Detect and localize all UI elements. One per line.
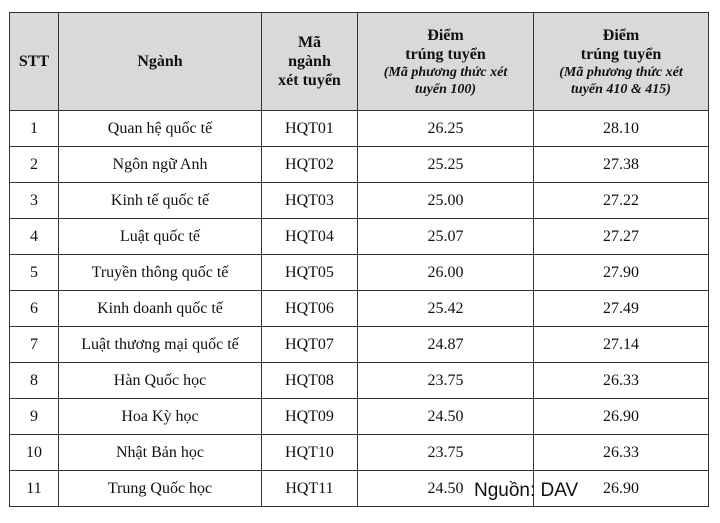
cell-ma-nganh: HQT08: [262, 363, 358, 399]
cell-stt: 7: [10, 327, 59, 363]
cell-ma-nganh: HQT07: [262, 327, 358, 363]
cell-diem-410-415: 27.90: [534, 255, 709, 291]
table-header-row: [10, 13, 709, 111]
cell-nganh: Truyền thông quốc tế: [59, 255, 262, 291]
header-ma-nganh: [262, 13, 358, 111]
cell-diem-100: 25.42: [358, 291, 534, 327]
cell-diem-100: 26.00: [358, 255, 534, 291]
cell-stt: 9: [10, 399, 59, 435]
cell-diem-410-415: 26.90: [534, 399, 709, 435]
cell-diem-410-415: 27.49: [534, 291, 709, 327]
header-diem-line: Điểm: [602, 26, 640, 44]
cell-diem-410-415: 27.14: [534, 327, 709, 363]
cell-stt: 3: [10, 183, 59, 219]
cell-stt: 6: [10, 291, 59, 327]
header-method-line: (Mã phương thức xét: [383, 64, 508, 80]
header-stt: STT: [10, 13, 59, 111]
cell-diem-100: 24.87: [358, 327, 534, 363]
cell-diem-100: 23.75: [358, 435, 534, 471]
header-diem-100: [358, 13, 534, 111]
table-row: [10, 219, 709, 255]
cell-diem-100: 23.75: [358, 363, 534, 399]
cell-stt: 10: [10, 435, 59, 471]
cell-diem-410-415: 28.10: [534, 111, 709, 147]
cell-nganh: Kinh tế quốc tế: [59, 183, 262, 219]
cell-nganh: Hàn Quốc học: [59, 363, 262, 399]
cell-nganh: Luật thương mại quốc tế: [59, 327, 262, 363]
cell-ma-nganh: HQT06: [262, 291, 358, 327]
cell-diem-100: 25.07: [358, 219, 534, 255]
cell-ma-nganh: HQT11: [262, 471, 358, 507]
table-row: [10, 435, 709, 471]
cell-stt: 2: [10, 147, 59, 183]
cell-ma-nganh: HQT10: [262, 435, 358, 471]
cell-diem-100: 25.00: [358, 183, 534, 219]
header-diem-line: trúng tuyển: [580, 45, 662, 63]
header-diem-line: trúng tuyển: [405, 45, 486, 63]
header-method-line: tuyển 100): [414, 81, 477, 97]
table-row: [10, 363, 709, 399]
header-method-line: (Mã phương thức xét: [559, 64, 683, 80]
cell-nganh: Luật quốc tế: [59, 219, 262, 255]
cell-nganh: Trung Quốc học: [59, 471, 262, 507]
cell-nganh: Kinh doanh quốc tế: [59, 291, 262, 327]
cell-diem-410-415: 26.33: [534, 435, 709, 471]
cell-stt: 4: [10, 219, 59, 255]
table-row: [10, 399, 709, 435]
cell-ma-nganh: HQT04: [262, 219, 358, 255]
cell-diem-410-415: 27.38: [534, 147, 709, 183]
admission-scores-table: [9, 12, 709, 507]
header-ma-line: xét tuyển: [278, 72, 341, 89]
table-row: [10, 327, 709, 363]
cell-stt: 11: [10, 471, 59, 507]
cell-nganh: Quan hệ quốc tế: [59, 111, 262, 147]
cell-diem-100: 26.25: [358, 111, 534, 147]
cell-nganh: Hoa Kỳ học: [59, 399, 262, 435]
cell-diem-410-415: 27.22: [534, 183, 709, 219]
table-row: [10, 183, 709, 219]
cell-nganh: Nhật Bản học: [59, 435, 262, 471]
cell-nganh: Ngôn ngữ Anh: [59, 147, 262, 183]
header-ma-line: Mã: [297, 34, 322, 51]
header-diem-410-415: [534, 13, 709, 111]
table-row: [10, 291, 709, 327]
table-row: [10, 111, 709, 147]
header-method-line: tuyển 410 & 415): [571, 81, 671, 97]
cell-stt: 1: [10, 111, 59, 147]
cell-stt: 8: [10, 363, 59, 399]
header-nganh: Ngành: [59, 13, 262, 111]
cell-diem-410-415: 26.33: [534, 363, 709, 399]
cell-ma-nganh: HQT05: [262, 255, 358, 291]
table-row: [10, 471, 709, 507]
cell-stt: 5: [10, 255, 59, 291]
table-row: [10, 147, 709, 183]
header-ma-line: ngành: [288, 53, 331, 70]
table-row: [10, 255, 709, 291]
source-credit: Nguồn: DAV: [474, 480, 579, 501]
cell-ma-nganh: HQT09: [262, 399, 358, 435]
cell-ma-nganh: HQT03: [262, 183, 358, 219]
cell-ma-nganh: HQT01: [262, 111, 358, 147]
cell-diem-100: 24.50: [358, 471, 534, 507]
cell-diem-410-415: 27.27: [534, 219, 709, 255]
cell-diem-100: 24.50: [358, 399, 534, 435]
cell-ma-nganh: HQT02: [262, 147, 358, 183]
table-body: [10, 111, 709, 507]
cell-diem-410-415: 26.90: [534, 471, 709, 507]
cell-diem-100: 25.25: [358, 147, 534, 183]
header-diem-line: Điểm: [427, 26, 464, 44]
